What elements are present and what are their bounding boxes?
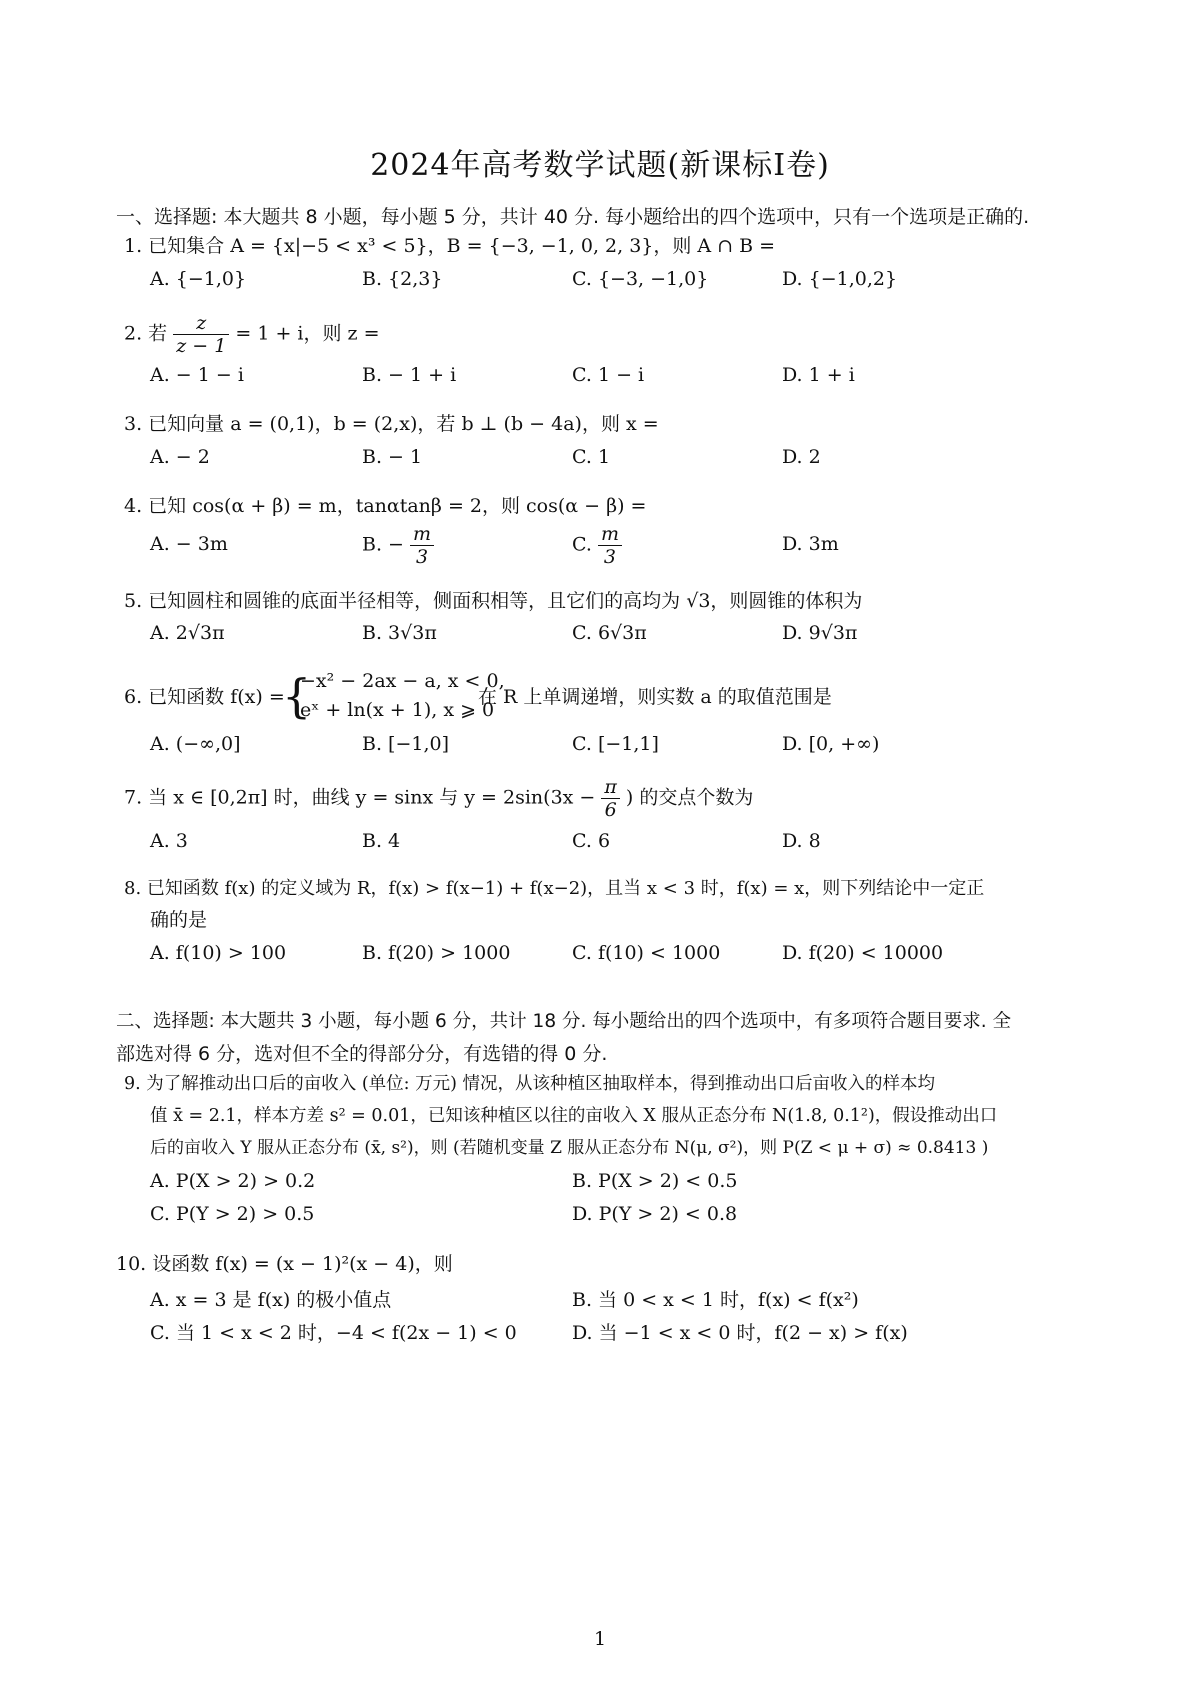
option-a: A. x = 3 是 f(x) 的极小值点 [150,1289,392,1311]
page-title: 2024年高考数学试题(新课标Ⅰ卷) [370,148,830,183]
option-c-fraction [598,523,622,568]
question-10-options-row-1 [150,1285,1090,1319]
fraction-numerator: z [173,312,229,335]
question-6-options [150,733,1090,767]
question-7-stem-post: ) 的交点个数为 [625,786,754,809]
question-7-stem [124,776,1099,821]
question-9-line-2: 值 x̄ = 2.1，样本方差 s² = 0.01，已知该种植区以往的亩收入 X 服从正态分布 N(1.8, 0.1²)，假设推动出口 [150,1106,998,1126]
question-3-options [150,446,1090,480]
option-b: B. P(X > 2) < 0.5 [572,1170,738,1192]
fraction-numerator: m [598,523,622,546]
option-d: D. 1 + i [782,364,855,386]
option-c: C. {−3, −1,0} [572,268,709,290]
option-b [362,523,434,568]
question-6-stem [124,668,1099,726]
option-a: A. − 2 [150,446,210,468]
question-9-options-row-2 [150,1203,1090,1237]
fraction-denominator: z − 1 [176,335,227,357]
fraction-denominator: 3 [603,546,617,568]
option-c: C. f(10) < 1000 [572,942,721,964]
option-b: B. 4 [362,830,401,852]
question-2-stem-pre: 2. 若 [124,322,168,345]
section-2-heading-line-2: 部选对得 6 分，选对但不全的得部分分，有选错的得 0 分. [116,1043,608,1065]
option-a: A. 3 [150,830,188,852]
question-9-options-row-1 [150,1170,1090,1204]
option-c: C. 1 − i [572,364,645,386]
option-d: D. 3m [782,533,839,555]
option-a: A. P(X > 2) > 0.2 [150,1170,316,1192]
question-10-stem: 10. 设函数 f(x) = (x − 1)²(x − 4)，则 [116,1253,453,1275]
option-b: B. f(20) > 1000 [362,942,511,964]
option-c: C. [−1,1] [572,733,659,755]
option-d: D. 9√3π [782,622,858,644]
fraction-numerator: π [601,776,620,799]
option-b-fraction [410,523,434,568]
option-b: B. − 1 + i [362,364,457,386]
option-d: D. 2 [782,446,821,468]
question-2-options [150,364,1090,398]
question-7-fraction [601,776,620,821]
section-2-heading-line-1: 二、选择题: 本大题共 3 小题，每小题 6 分，共计 18 分. 每小题给出的四个选项中，有多项符合题目要求. 全 [116,1011,1012,1032]
question-10-options-row-2 [150,1318,1090,1352]
option-b-label: B. − [362,533,404,556]
option-a: A. {−1,0} [150,268,247,290]
question-2-stem [124,312,1099,357]
option-c: C. 6 [572,830,611,852]
option-d: D. [0, +∞) [782,733,880,755]
question-4-stem: 4. 已知 cos(α + β) = m，tanαtanβ = 2，则 cos(α − β) = [124,495,647,517]
option-c [572,523,622,568]
option-c: C. P(Y > 2) > 0.5 [150,1203,315,1225]
question-6-stem-pre: 6. 已知函数 f(x) = [124,686,285,708]
fraction-denominator: 6 [604,799,617,821]
option-a: A. f(10) > 100 [150,942,287,964]
option-d: D. f(20) < 10000 [782,942,944,964]
page-number: 1 [593,1628,607,1650]
section-1-heading: 一、选择题: 本大题共 8 小题，每小题 5 分，共计 40 分. 每小题给出的四个选项中，只有一个选项是正确的. [116,206,1030,228]
piecewise-case-2: eˣ + ln(x + 1), x ⩾ 0 [300,699,495,721]
option-c: C. 6√3π [572,622,647,644]
question-7-stem-pre: 7. 当 x ∈ [0,2π] 时，曲线 y = sinx 与 y = 2sin(3x − [124,786,596,809]
option-a: A. (−∞,0] [150,733,241,755]
option-b: B. − 1 [362,446,423,468]
option-d: D. P(Y > 2) < 0.8 [572,1203,738,1225]
brace-icon: { [282,669,312,723]
question-5-stem: 5. 已知圆柱和圆锥的底面半径相等，侧面积相等，且它们的高均为 √3，则圆锥的体积为 [124,590,863,612]
option-a: A. 2√3π [150,622,225,644]
question-8-stem-line-2: 确的是 [150,909,208,931]
option-d: D. 8 [782,830,821,852]
option-c-label: C. [572,533,592,556]
option-b: B. {2,3} [362,268,443,290]
question-2-stem-post: = 1 + i，则 z = [235,322,380,345]
question-1-options [150,268,1090,302]
question-8-stem-line-1: 8. 已知函数 f(x) 的定义域为 R，f(x) > f(x−1) + f(x−2)，且当 x < 3 时，f(x) = x，则下列结论中一定正 [124,878,985,899]
question-5-options [150,622,1090,656]
option-b: B. 3√3π [362,622,437,644]
option-a: A. − 3m [150,533,228,555]
question-4-options [150,523,1090,573]
option-b: B. [−1,0] [362,733,450,755]
question-8-options [150,942,1090,976]
fraction-denominator: 3 [415,546,429,568]
option-d: D. 当 −1 < x < 0 时，f(2 − x) > f(x) [572,1322,908,1344]
option-c: C. 当 1 < x < 2 时，−4 < f(2x − 1) < 0 [150,1322,517,1344]
option-c: C. 1 [572,446,611,468]
piecewise-case-1: −x² − 2ax − a, x < 0, [300,670,505,692]
question-1-stem: 1. 已知集合 A = {x|−5 < x³ < 5}，B = {−3, −1, 0, 2, 3}，则 A ∩ B = [124,235,776,257]
fraction-numerator: m [410,523,434,546]
option-b: B. 当 0 < x < 1 时，f(x) < f(x²) [572,1289,859,1311]
question-2-fraction [173,312,229,357]
question-3-stem: 3. 已知向量 a = (0,1)，b = (2,x)，若 b ⊥ (b − 4a)，则 x = [124,413,659,435]
option-a: A. − 1 − i [150,364,244,386]
option-d: D. {−1,0,2} [782,268,898,290]
question-6-stem-post: 在 R 上单调递增，则实数 a 的取值范围是 [478,686,832,708]
question-9-line-1: 9. 为了解推动出口后的亩收入 (单位: 万元) 情况，从该种植区抽取样本，得到推动出口后亩收入的样本均 [124,1074,935,1094]
question-7-options [150,830,1090,864]
question-9-line-3: 后的亩收入 Y 服从正态分布 (x̄, s²)，则 (若随机变量 Z 服从正态分布 N(μ, σ²)，则 P(Z < μ + σ) ≈ 0.8413 ) [150,1138,989,1158]
